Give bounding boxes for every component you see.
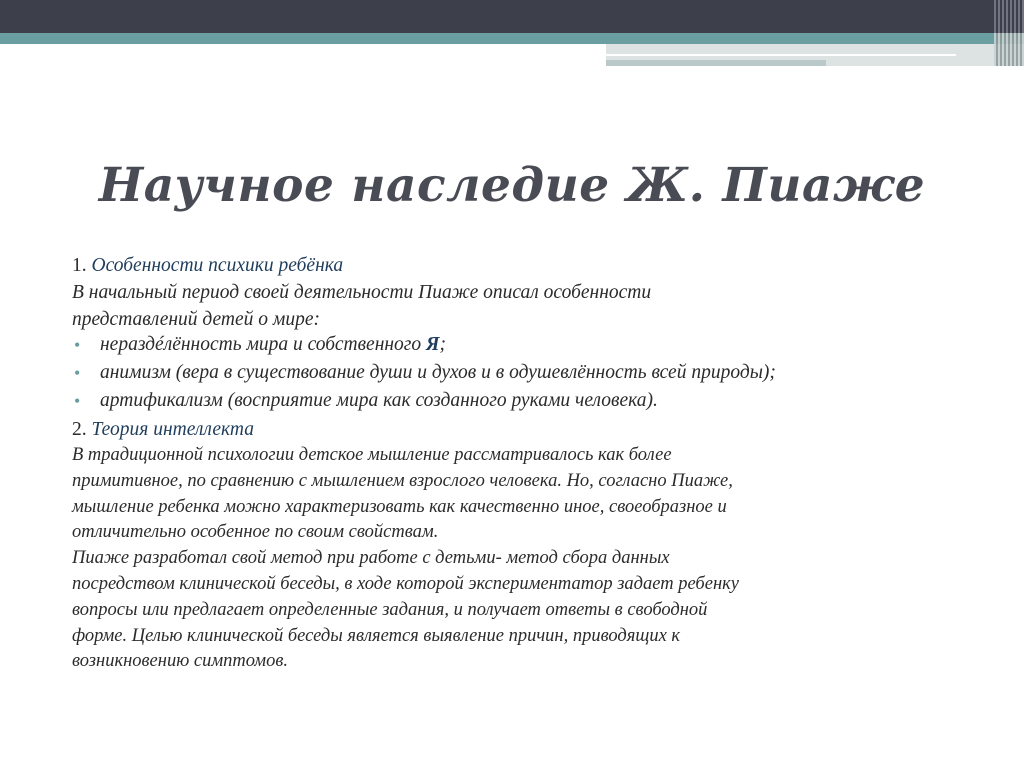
section-2-title: Теория интеллекта	[91, 419, 254, 440]
section-1-intro-line-1: В начальный период своей деятельности Пиаже описал особенности	[72, 282, 652, 303]
section-2-number: 2.	[72, 419, 87, 440]
bullet-dot-icon: •	[74, 363, 81, 383]
section-1-bullet-list	[72, 333, 964, 413]
section-1-number: 1.	[72, 255, 87, 276]
section-2-line: посредством клинической беседы, в ходе которой экспериментатор задает ребенку	[72, 573, 739, 594]
section-2-line: В традиционной психологии детское мышление рассматривалось как более	[72, 445, 672, 465]
bullet-emphasis: Я	[426, 334, 440, 355]
section-2-line: форме. Целью клинической беседы является выявление причин, приводящих к	[72, 625, 681, 646]
bullet-text: артификализм (восприятие мира как созданного руками человека).	[100, 390, 658, 411]
bullet-text-after: ;	[439, 334, 446, 355]
bullet-text-before: нераздéлённость мира и собственного	[100, 334, 427, 355]
slide-body	[72, 253, 964, 675]
section-2-line: примитивное, по сравнению с мышлением взрослого человека. Но, согласно Пиаже,	[72, 470, 733, 491]
bullet-item	[72, 389, 964, 413]
section-2-line: возникновению симптомов.	[72, 651, 288, 672]
bullet-item	[72, 333, 964, 357]
header-teal-band	[0, 33, 1024, 44]
bullet-dot-icon: •	[74, 391, 81, 411]
header-light-strip	[606, 60, 826, 66]
section-2-line: Пиаже разработал свой метод при работе с детьми- метод сбора данных	[72, 548, 670, 569]
section-2-line: отличительно особенное по своим свойствам.	[72, 522, 439, 543]
header-vertical-bars-dark	[994, 0, 1024, 33]
bullet-text: анимизм (вера в существование души и духов и в одушевлённость всей природы);	[100, 362, 776, 383]
header-thin-line	[606, 54, 956, 56]
section-2-line: мышление ребенка можно характеризовать как качественно иное, своеобразное и	[72, 496, 727, 517]
section-2-line: вопросы или предлагает определенные задания, и получает ответы в свободной	[72, 599, 708, 620]
section-2-text	[72, 443, 964, 675]
section-1-title: Особенности психики ребёнка	[91, 255, 344, 276]
slide-title: Научное наследие Ж. Пиаже	[98, 158, 926, 213]
header-dark-band	[0, 0, 1024, 33]
bullet-item	[72, 361, 964, 385]
section-1-heading	[72, 253, 964, 279]
section-1-intro-line-2: представлений детей о мире:	[72, 309, 320, 330]
bullet-dot-icon: •	[74, 335, 81, 355]
section-2-heading	[72, 417, 964, 443]
